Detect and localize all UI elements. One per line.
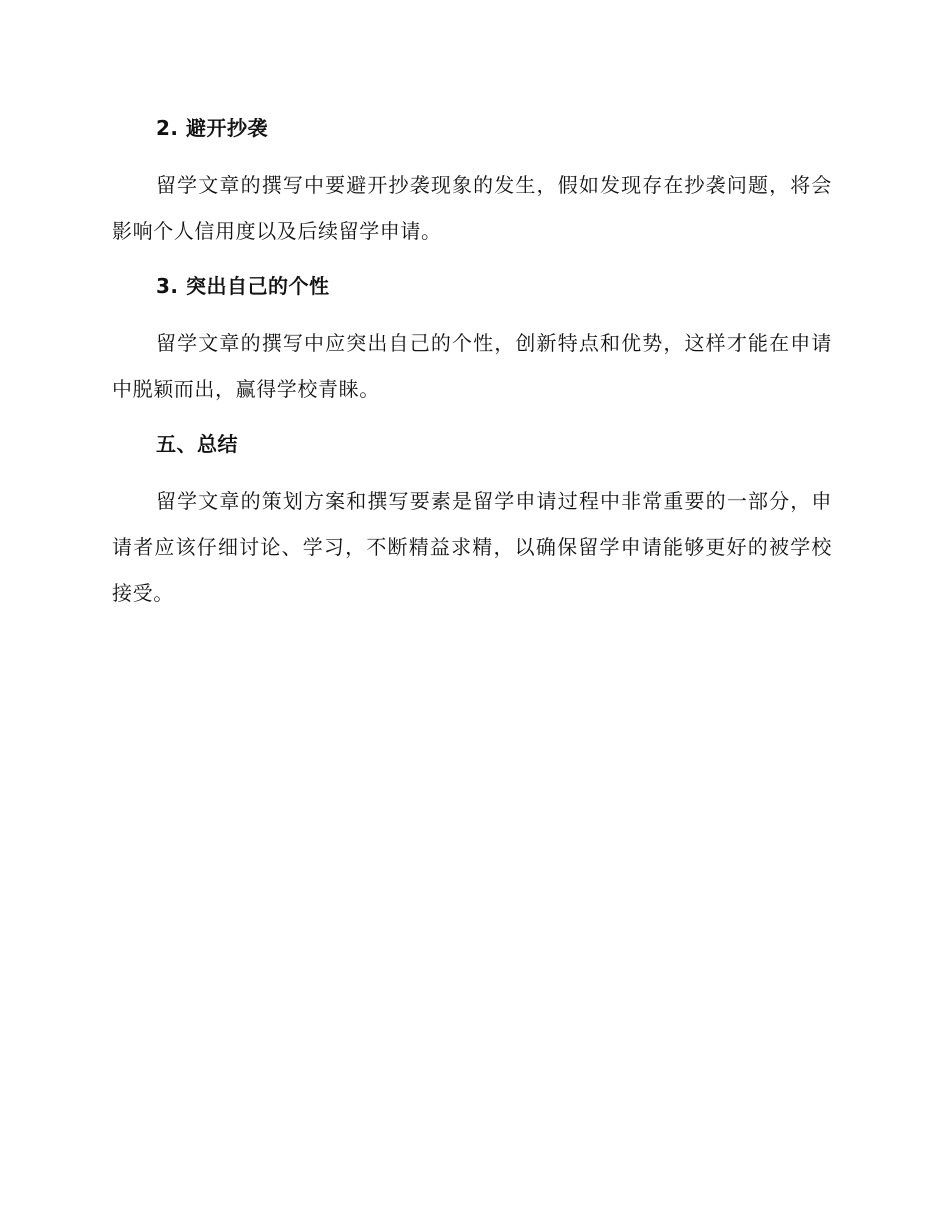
section-paragraph-highlight-personality: 留学文章的撰写中应突出自己的个性，创新特点和优势，这样才能在申请中脱颖而出，赢得学校青睐。 (112, 331, 832, 401)
section-paragraph-summary: 留学文章的策划方案和撰写要素是留学申请过程中非常重要的一部分，申请者应该仔细讨论、学习，不断精益求精，以确保留学申请能够更好的被学校接受。 (112, 489, 832, 605)
section-heading-summary: 五、总结 (156, 432, 238, 456)
section-heading-highlight-personality: 3. 突出自己的个性 (156, 274, 330, 298)
section-paragraph-avoid-plagiarism: 留学文章的撰写中要避开抄袭现象的发生，假如发现存在抄袭问题，将会影响个人信用度以及后续留学申请。 (112, 173, 832, 243)
document-page (112, 110, 832, 630)
section-heading-avoid-plagiarism: 2. 避开抄袭 (156, 116, 268, 140)
